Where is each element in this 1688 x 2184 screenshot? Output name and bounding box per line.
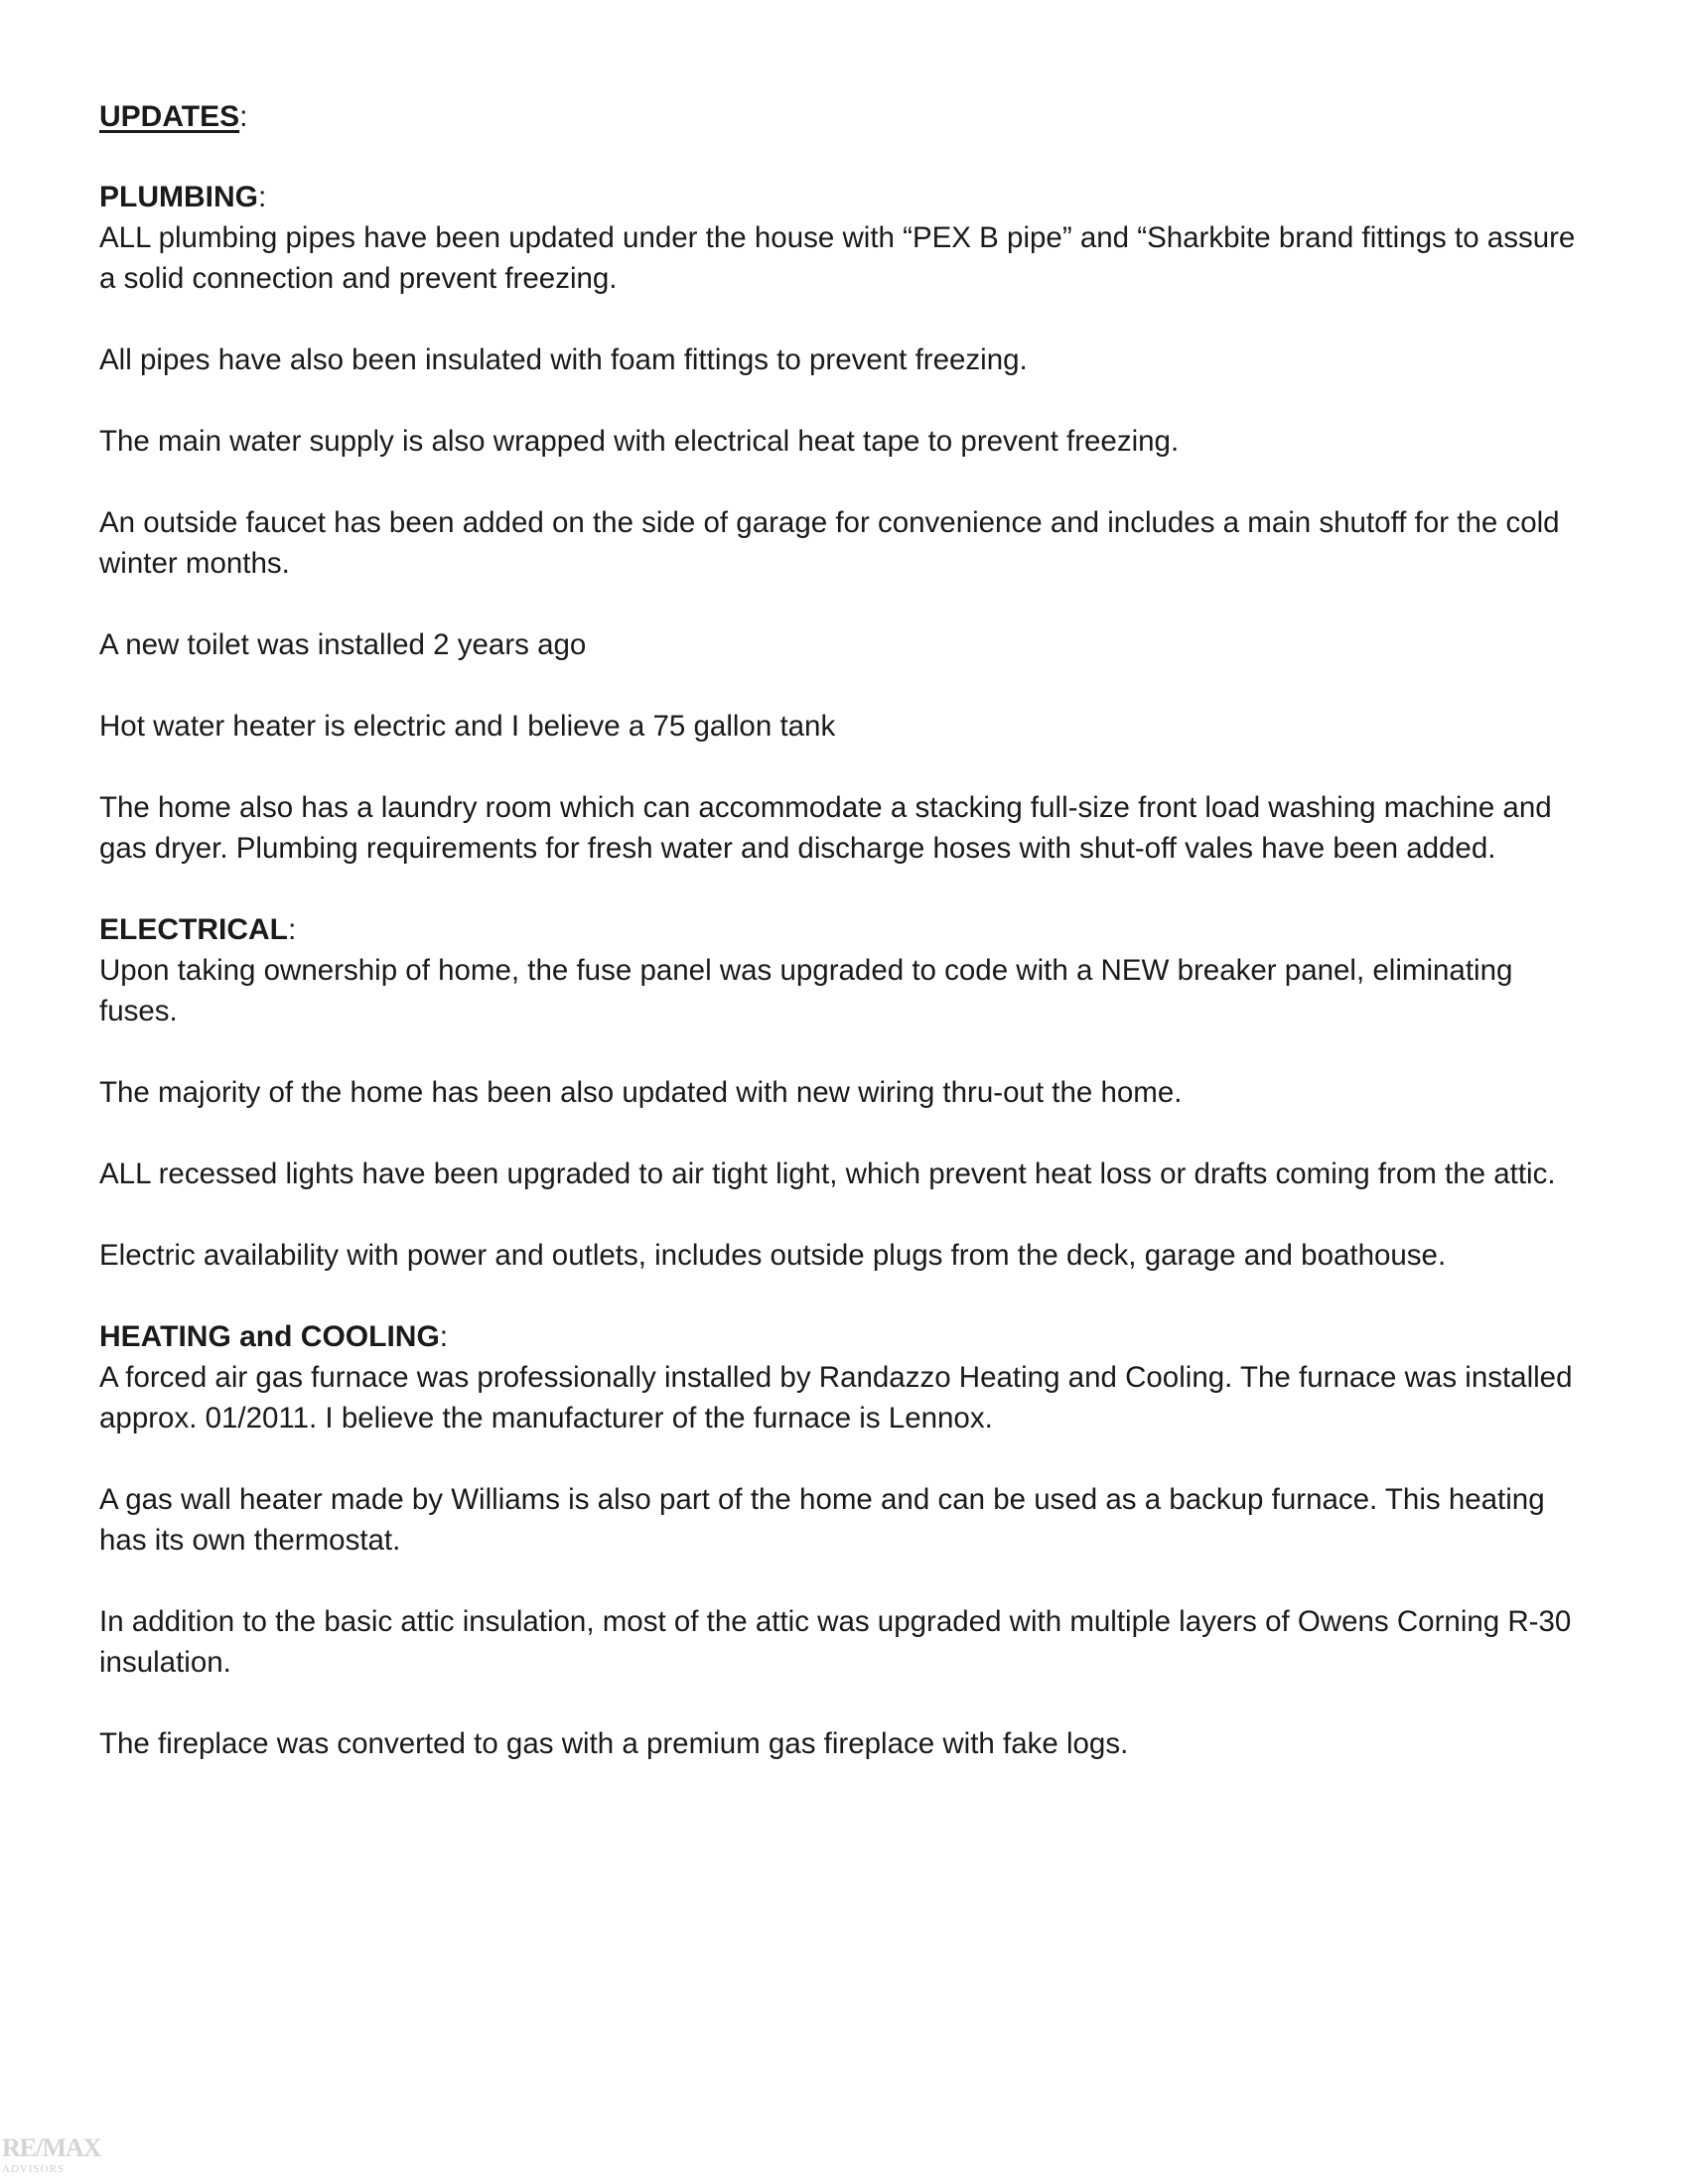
section-heading (99, 177, 1589, 217)
paragraph: Upon taking ownership of home, the fuse panel was upgraded to code with a NEW breaker panel, eliminating fuses. (99, 954, 1513, 1027)
heading-colon: : (288, 913, 297, 946)
heading-text: ELECTRICAL (99, 913, 288, 946)
section-electrical (99, 909, 1589, 1276)
heading-colon: : (258, 181, 267, 213)
title-text: UPDATES (99, 100, 240, 133)
document-title (99, 97, 1589, 137)
title-colon: : (239, 100, 248, 133)
section-heating-cooling (99, 1316, 1589, 1764)
section-heading (99, 909, 1589, 950)
paragraph: A new toilet was installed 2 years ago (99, 628, 587, 661)
watermark-brand: RE/MAX (2, 2133, 101, 2162)
watermark-sub: ADVISORS (2, 2163, 66, 2175)
paragraph: The fireplace was converted to gas with a premium gas fireplace with fake logs. (99, 1727, 1129, 1760)
paragraph: The majority of the home has been also updated with new wiring thru-out the home. (99, 1076, 1183, 1109)
paragraph: ALL plumbing pipes have been updated under the house with “PEX B pipe” and “Sharkbite brand fittings to assure a solid connection and prevent freezing. (99, 221, 1576, 295)
paragraph: The main water supply is also wrapped with electrical heat tape to prevent freezing. (99, 425, 1180, 458)
paragraph: A gas wall heater made by Williams is also part of the home and can be used as a backup furnace. This heating has its own thermostat. (99, 1483, 1545, 1557)
document-page (99, 97, 1589, 1805)
paragraph: ALL recessed lights have been upgraded to air tight light, which prevent heat loss or drafts coming from the attic. (99, 1158, 1556, 1190)
heading-text: PLUMBING (99, 181, 258, 213)
paragraph: A forced air gas furnace was professionally installed by Randazzo Heating and Cooling. The furnace was installed approx. 01/2011. I believe the manufacturer of the furnace is Lennox. (99, 1361, 1573, 1434)
section-plumbing (99, 177, 1589, 869)
heading-text: HEATING and COOLING (99, 1320, 440, 1353)
remax-watermark (2, 2134, 106, 2182)
paragraph: The home also has a laundry room which can accommodate a stacking full-size front load washing machine and gas dryer. Plumbing requirements for fresh water and discharge hoses with shut-off vales have been added. (99, 791, 1552, 865)
paragraph: An outside faucet has been added on the side of garage for convenience and includes a main shutoff for the cold winter months. (99, 506, 1560, 580)
section-heading (99, 1316, 1589, 1357)
heading-colon: : (439, 1320, 449, 1353)
paragraph: In addition to the basic attic insulation, most of the attic was upgraded with multiple layers of Owens Corning R-30 insulation. (99, 1605, 1572, 1679)
paragraph: Electric availability with power and outlets, includes outside plugs from the deck, garage and boathouse. (99, 1239, 1447, 1272)
paragraph: Hot water heater is electric and I believe a 75 gallon tank (99, 710, 836, 743)
paragraph: All pipes have also been insulated with foam fittings to prevent freezing. (99, 343, 1028, 376)
